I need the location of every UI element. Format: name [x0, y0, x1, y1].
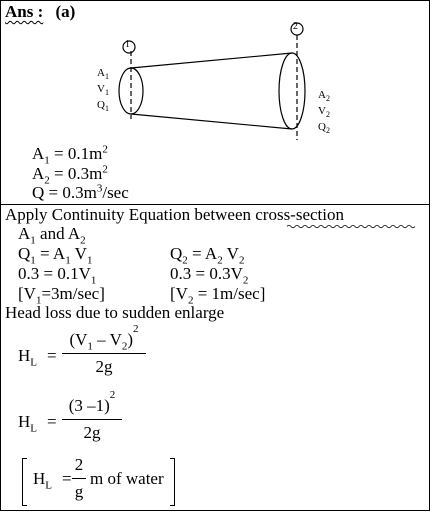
final-hl-lhs: $H_L$ =	[33, 469, 72, 492]
option-label: (a)	[55, 2, 76, 21]
result-bracket-right	[170, 458, 175, 506]
continuity-q1: $Q_1 = A_1$ $V_1$	[18, 244, 93, 267]
hl-formula-1-denominator: 2g	[95, 357, 113, 376]
result-v1: $[V_1=3m/\sec]$	[18, 284, 105, 307]
section-1-marker: 1	[125, 39, 130, 50]
result-bracket-left	[22, 458, 27, 506]
equation-v1: $0.3 = 0.1V_1$	[18, 264, 97, 287]
label-a2: $A_2$	[318, 89, 330, 104]
hl-formula-2-lhs: $H_L$ =	[18, 412, 57, 435]
pipe-bottom-edge	[131, 114, 292, 129]
cross-section-wavy-underline	[287, 224, 417, 229]
given-a2: $A_2 = 0.3m^2$	[32, 163, 108, 187]
hl-formula-2-denominator: 2g	[83, 423, 101, 442]
hl-formula-2-numerator: (3 –1)$^2$	[68, 389, 116, 415]
continuity-intro: Apply Continuity Equation between cross-section	[5, 205, 344, 224]
hl-formula-1-fraction	[62, 323, 146, 378]
label-v2: $V_2$	[318, 105, 330, 120]
equation-v2: $0.3 = 0.3V_2$	[170, 264, 249, 287]
label-q1: $Q_1$	[97, 99, 109, 114]
label-a1: $A_1$	[97, 67, 109, 82]
given-a1: $A_1 = 0.1m^2$	[32, 143, 108, 167]
final-denominator: g	[74, 482, 84, 501]
hl-formula-1-lhs: $H_L$ =	[18, 346, 57, 369]
label-q2: $Q_2$	[318, 121, 330, 136]
continuity-q2: $Q_2 = A_2$ $V_2$	[170, 244, 245, 267]
ans-label: Ans :	[5, 2, 44, 21]
hl-formula-1-numerator: $(V_1 - V_2)^2$	[69, 323, 139, 353]
hl-formula-2-fraction	[62, 389, 122, 444]
sections-a1-a2: $A_1$ and $A_2$	[18, 224, 86, 247]
headloss-title: Head loss due to sudden enlarge	[5, 303, 225, 322]
final-unit: m of water	[90, 469, 164, 488]
section-2-marker: 2	[293, 21, 298, 32]
final-fraction	[72, 454, 86, 503]
label-v1: $V_1$	[97, 83, 109, 98]
result-v2: $[V_2 = 1m/\sec]$	[170, 284, 266, 307]
given-q: $Q = 0.3m^3/\sec$	[32, 182, 129, 202]
pipe-enlargement-figure	[0, 15, 430, 155]
pipe-top-edge	[131, 53, 292, 68]
final-numerator: 2	[74, 455, 84, 474]
section-2-ellipse	[279, 53, 305, 129]
